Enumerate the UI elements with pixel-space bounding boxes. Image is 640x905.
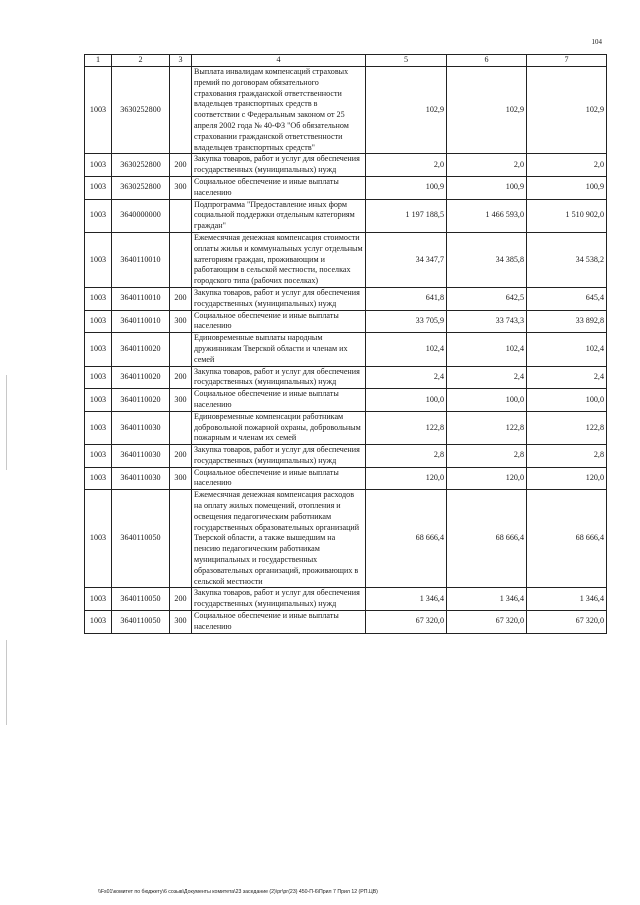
header-cell: 4 bbox=[192, 55, 366, 67]
value-cell-3: 68 666,4 bbox=[527, 490, 607, 588]
header-cell: 2 bbox=[112, 55, 170, 67]
table-row bbox=[85, 389, 607, 412]
value-cell-1: 1 197 188,5 bbox=[366, 199, 447, 232]
code-cell: 3640110010 bbox=[112, 310, 170, 333]
margin-mark bbox=[6, 640, 7, 725]
header-cell: 5 bbox=[366, 55, 447, 67]
header-cell: 7 bbox=[527, 55, 607, 67]
value-cell-2: 120,0 bbox=[447, 467, 527, 490]
value-cell-2: 642,5 bbox=[447, 287, 527, 310]
value-cell-3: 33 892,8 bbox=[527, 310, 607, 333]
value-cell-2: 100,0 bbox=[447, 389, 527, 412]
value-cell-1: 2,4 bbox=[366, 366, 447, 389]
value-cell-3: 2,4 bbox=[527, 366, 607, 389]
value-cell-2: 102,9 bbox=[447, 67, 527, 154]
section-cell: 1003 bbox=[85, 389, 112, 412]
value-cell-1: 2,8 bbox=[366, 445, 447, 468]
type-cell: 300 bbox=[170, 389, 192, 412]
header-cell: 6 bbox=[447, 55, 527, 67]
type-cell: 200 bbox=[170, 445, 192, 468]
type-cell: 300 bbox=[170, 176, 192, 199]
value-cell-1: 100,9 bbox=[366, 176, 447, 199]
table-row bbox=[85, 333, 607, 366]
code-cell: 3640110030 bbox=[112, 445, 170, 468]
value-cell-3: 1 510 902,0 bbox=[527, 199, 607, 232]
value-cell-3: 100,0 bbox=[527, 389, 607, 412]
section-cell: 1003 bbox=[85, 176, 112, 199]
table-row bbox=[85, 67, 607, 154]
value-cell-1: 102,4 bbox=[366, 333, 447, 366]
code-cell: 3640110050 bbox=[112, 611, 170, 634]
value-cell-3: 120,0 bbox=[527, 467, 607, 490]
code-cell: 3640110050 bbox=[112, 490, 170, 588]
name-cell: Закупка товаров, работ и услуг для обеспечения государственных (муниципальных) нужд bbox=[192, 366, 366, 389]
value-cell-3: 2,8 bbox=[527, 445, 607, 468]
table-body bbox=[85, 67, 607, 634]
table-row bbox=[85, 310, 607, 333]
section-cell: 1003 bbox=[85, 310, 112, 333]
value-cell-1: 120,0 bbox=[366, 467, 447, 490]
table-row bbox=[85, 445, 607, 468]
value-cell-3: 122,8 bbox=[527, 411, 607, 444]
table-row bbox=[85, 232, 607, 287]
name-cell: Закупка товаров, работ и услуг для обеспечения государственных (муниципальных) нужд bbox=[192, 588, 366, 611]
section-cell: 1003 bbox=[85, 411, 112, 444]
type-cell: 300 bbox=[170, 611, 192, 634]
type-cell bbox=[170, 333, 192, 366]
name-cell: Единовременные выплаты народным дружинникам Тверской области и членам их семей bbox=[192, 333, 366, 366]
value-cell-1: 34 347,7 bbox=[366, 232, 447, 287]
value-cell-3: 34 538,2 bbox=[527, 232, 607, 287]
section-cell: 1003 bbox=[85, 588, 112, 611]
value-cell-3: 100,9 bbox=[527, 176, 607, 199]
table-row bbox=[85, 287, 607, 310]
value-cell-2: 34 385,8 bbox=[447, 232, 527, 287]
code-cell: 3630252800 bbox=[112, 67, 170, 154]
name-cell: Социальное обеспечение и иные выплаты населению bbox=[192, 176, 366, 199]
type-cell: 200 bbox=[170, 154, 192, 177]
table-row bbox=[85, 490, 607, 588]
code-cell: 3640110010 bbox=[112, 232, 170, 287]
section-cell: 1003 bbox=[85, 232, 112, 287]
header-cell: 1 bbox=[85, 55, 112, 67]
value-cell-3: 1 346,4 bbox=[527, 588, 607, 611]
code-cell: 3640110020 bbox=[112, 333, 170, 366]
table-row bbox=[85, 199, 607, 232]
code-cell: 3640110050 bbox=[112, 588, 170, 611]
value-cell-1: 1 346,4 bbox=[366, 588, 447, 611]
code-cell: 3640000000 bbox=[112, 199, 170, 232]
footer-file-path: \\Fs01\комитет по бюджету\6 созыв\Документы комитета\23 заседание (2)\рг\рг(23) 450-П-6\Прил 7 Прил 12 (РП.ЦВ) bbox=[98, 889, 378, 895]
value-cell-1: 102,9 bbox=[366, 67, 447, 154]
section-cell: 1003 bbox=[85, 199, 112, 232]
type-cell: 200 bbox=[170, 366, 192, 389]
value-cell-1: 67 320,0 bbox=[366, 611, 447, 634]
code-cell: 3630252800 bbox=[112, 154, 170, 177]
code-cell: 3640110020 bbox=[112, 366, 170, 389]
type-cell bbox=[170, 67, 192, 154]
value-cell-3: 102,4 bbox=[527, 333, 607, 366]
name-cell: Закупка товаров, работ и услуг для обеспечения государственных (муниципальных) нужд bbox=[192, 445, 366, 468]
section-cell: 1003 bbox=[85, 611, 112, 634]
code-cell: 3630252800 bbox=[112, 176, 170, 199]
value-cell-3: 645,4 bbox=[527, 287, 607, 310]
value-cell-1: 33 705,9 bbox=[366, 310, 447, 333]
name-cell: Социальное обеспечение и иные выплаты населению bbox=[192, 467, 366, 490]
name-cell: Единовременные компенсации работникам добровольной пожарной охраны, добровольным пожарным и членам их семей bbox=[192, 411, 366, 444]
code-cell: 3640110030 bbox=[112, 467, 170, 490]
name-cell: Социальное обеспечение и иные выплаты населению bbox=[192, 310, 366, 333]
section-cell: 1003 bbox=[85, 67, 112, 154]
value-cell-2: 68 666,4 bbox=[447, 490, 527, 588]
section-cell: 1003 bbox=[85, 333, 112, 366]
value-cell-2: 1 346,4 bbox=[447, 588, 527, 611]
name-cell: Социальное обеспечение и иные выплаты населению bbox=[192, 389, 366, 412]
page-number: 104 bbox=[591, 38, 602, 46]
value-cell-2: 1 466 593,0 bbox=[447, 199, 527, 232]
section-cell: 1003 bbox=[85, 490, 112, 588]
value-cell-1: 641,8 bbox=[366, 287, 447, 310]
type-cell: 200 bbox=[170, 588, 192, 611]
type-cell bbox=[170, 199, 192, 232]
table-row bbox=[85, 611, 607, 634]
code-cell: 3640110020 bbox=[112, 389, 170, 412]
value-cell-2: 2,8 bbox=[447, 445, 527, 468]
table-header bbox=[85, 55, 607, 67]
value-cell-2: 2,0 bbox=[447, 154, 527, 177]
value-cell-2: 2,4 bbox=[447, 366, 527, 389]
margin-mark bbox=[6, 375, 7, 470]
value-cell-3: 102,9 bbox=[527, 67, 607, 154]
code-cell: 3640110030 bbox=[112, 411, 170, 444]
name-cell: Ежемесячная денежная компенсация расходов на оплату жилых помещений, отопления и освещения педагогическим работникам государственных образовательных организаций Тверской области, а также вышедшим на пенсию педагогическим работникам муниципальных и государственных образовательных организаций, проживающих в сельской местности bbox=[192, 490, 366, 588]
value-cell-1: 100,0 bbox=[366, 389, 447, 412]
type-cell: 300 bbox=[170, 310, 192, 333]
table-row bbox=[85, 154, 607, 177]
table-row bbox=[85, 588, 607, 611]
section-cell: 1003 bbox=[85, 366, 112, 389]
value-cell-2: 67 320,0 bbox=[447, 611, 527, 634]
type-cell bbox=[170, 411, 192, 444]
section-cell: 1003 bbox=[85, 467, 112, 490]
type-cell bbox=[170, 232, 192, 287]
value-cell-2: 100,9 bbox=[447, 176, 527, 199]
section-cell: 1003 bbox=[85, 154, 112, 177]
name-cell: Социальное обеспечение и иные выплаты населению bbox=[192, 611, 366, 634]
value-cell-2: 122,8 bbox=[447, 411, 527, 444]
table-row bbox=[85, 467, 607, 490]
type-cell: 200 bbox=[170, 287, 192, 310]
value-cell-2: 33 743,3 bbox=[447, 310, 527, 333]
header-cell: 3 bbox=[170, 55, 192, 67]
name-cell: Подпрограмма "Предоставление иных форм социальной поддержки отдельным категориям граждан" bbox=[192, 199, 366, 232]
table-row bbox=[85, 411, 607, 444]
code-cell: 3640110010 bbox=[112, 287, 170, 310]
value-cell-3: 2,0 bbox=[527, 154, 607, 177]
table-row bbox=[85, 366, 607, 389]
value-cell-1: 68 666,4 bbox=[366, 490, 447, 588]
value-cell-2: 102,4 bbox=[447, 333, 527, 366]
value-cell-3: 67 320,0 bbox=[527, 611, 607, 634]
name-cell: Ежемесячная денежная компенсация стоимости оплаты жилья и коммунальных услуг отдельным категориям граждан, проживающим и работающим в сельской местности, поселках городского типа (рабочих поселках) bbox=[192, 232, 366, 287]
name-cell: Выплата инвалидам компенсаций страховых премий по договорам обязательного страхования гражданской ответственности владельцев транспортных средств в соответствии с Федеральным законом от 25 апреля 2002 года № 40-ФЗ "Об обязательном страховании гражданской ответственности владельцев транспортных средств" bbox=[192, 67, 366, 154]
section-cell: 1003 bbox=[85, 445, 112, 468]
value-cell-1: 122,8 bbox=[366, 411, 447, 444]
table-row bbox=[85, 176, 607, 199]
section-cell: 1003 bbox=[85, 287, 112, 310]
type-cell: 300 bbox=[170, 467, 192, 490]
value-cell-1: 2,0 bbox=[366, 154, 447, 177]
name-cell: Закупка товаров, работ и услуг для обеспечения государственных (муниципальных) нужд bbox=[192, 154, 366, 177]
name-cell: Закупка товаров, работ и услуг для обеспечения государственных (муниципальных) нужд bbox=[192, 287, 366, 310]
type-cell bbox=[170, 490, 192, 588]
budget-table bbox=[84, 54, 607, 634]
